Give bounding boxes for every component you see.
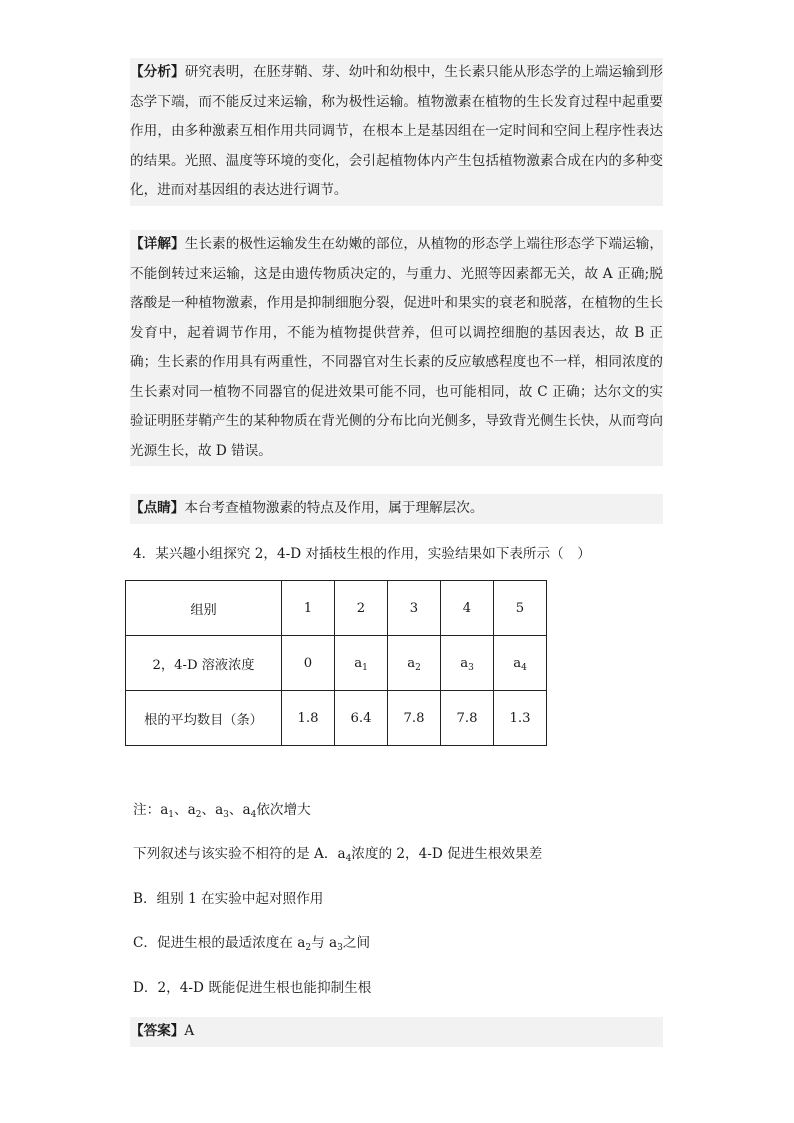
subscript: 2 xyxy=(195,810,202,820)
table-cell: 2，4-D 溶液浓度 xyxy=(126,636,282,691)
separator: 、 xyxy=(201,802,216,818)
option-c-text: 与 xyxy=(311,935,330,951)
answer-tag: 【答案】 xyxy=(130,1023,185,1039)
option-d: D．2，4-D 既能促进生根也能抑制生根 xyxy=(133,980,372,996)
subscript: 3 xyxy=(223,810,229,820)
table-note xyxy=(133,799,311,821)
subscript: 3 xyxy=(468,662,474,673)
analysis-paragraph xyxy=(130,58,663,206)
concentration-symbol: a xyxy=(407,655,416,671)
separator: 、 xyxy=(174,802,188,818)
concentration-symbol: a xyxy=(513,655,522,671)
option-a-text: 浓度的 2，4-D 促进生根效果差 xyxy=(351,846,543,862)
note-symbol: a xyxy=(160,802,169,818)
analysis-tag: 【分析】 xyxy=(130,64,185,80)
comment-text: 本台考查植物激素的特点及作用，属于理解层次。 xyxy=(184,500,484,516)
table-cell xyxy=(494,636,547,691)
table-cell: 1 xyxy=(282,581,335,636)
concentration-symbol: a xyxy=(460,655,469,671)
table-cell: 7.8 xyxy=(441,691,494,746)
table-row xyxy=(126,581,547,636)
subscript: 1 xyxy=(168,810,175,820)
table-cell: 2 xyxy=(335,581,388,636)
note-symbol: a xyxy=(187,802,196,818)
table-row xyxy=(126,636,547,691)
table-cell: 1.8 xyxy=(282,691,335,746)
table-cell: 1.3 xyxy=(494,691,547,746)
subscript: 1 xyxy=(362,662,368,673)
note-prefix: 注： xyxy=(133,802,161,818)
option-c-symbol: a xyxy=(329,935,338,951)
table-cell: 3 xyxy=(388,581,441,636)
question-lead: 下列叙述与该实验不相符的是 A． xyxy=(133,846,338,862)
table-cell: 0 xyxy=(282,636,335,691)
subscript: 4 xyxy=(345,854,352,864)
option-c-symbol: a xyxy=(297,935,306,951)
subscript: 2 xyxy=(305,943,312,953)
note-symbol: a xyxy=(242,802,251,818)
option-c xyxy=(133,932,370,954)
table-cell: 4 xyxy=(441,581,494,636)
table-cell: 5 xyxy=(494,581,547,636)
option-c-text: 之间 xyxy=(342,935,371,951)
comment-paragraph xyxy=(130,494,663,524)
option-b: B．组别 1 在实验中起对照作用 xyxy=(133,891,324,907)
table-row xyxy=(126,691,547,746)
analysis-text: 研究表明，在胚芽鞘、芽、幼叶和幼根中，生长素只能从形态学的上端运输到形态学下端，而不能反过来运输，称为极性运输。植物激素在植物的生长发育过程中起重要作用，由多种激素互相作用共同调节，在根本上是基因组在一定时间和空间上程序性表达的结果。光照、温度等环境的变化，会引起植物体内产生包括植物激素合成在内的多种变化，进而对基因组的表达进行调节。 xyxy=(130,64,664,198)
concentration-symbol: a xyxy=(354,655,363,671)
subscript: 3 xyxy=(337,943,343,953)
table-cell: 根的平均数目（条） xyxy=(126,691,282,746)
table-cell: 组别 xyxy=(126,581,282,636)
table-cell xyxy=(388,636,441,691)
results-table xyxy=(125,580,547,746)
note-suffix: 依次增大 xyxy=(256,802,311,818)
subscript: 4 xyxy=(521,662,527,673)
question-stem: 4．某兴趣小组探究 2，4-D 对插枝生根的作用，实验结果如下表所示（ ） xyxy=(133,546,591,562)
subscript: 2 xyxy=(415,662,421,673)
detail-tag: 【详解】 xyxy=(130,236,185,252)
detail-text: 生长素的极性运输发生在幼嫩的部位，从植物的形态学上端往形态学下端运输，不能倒转过来运输，这是由遗传物质决定的，与重力、光照等因素都无关，故 A 正确;脱落酸是一种植物激素，作用是抑制细胞分裂，促进叶和果实的衰老和脱落，在植物的生长发育中，起着调节作用，不能为植物提供营养，但可以调控细胞的基因表达，故 B 正确；生长素的作用具有两重性，不同器官对生长素的反应敏感程度也不一样，相同浓度的生长素对同一植物不同器官的促进效果可能不同，也可能相同，故 C 正确；达尔文的实验证明胚芽鞘产生的某种物质在背光侧的分布比向光侧多，导致背光侧生长快，从而弯向光源生长，故 D 错误。 xyxy=(130,236,664,459)
answer-paragraph xyxy=(130,1017,663,1047)
table-cell xyxy=(335,636,388,691)
note-symbol: a xyxy=(215,802,224,818)
detail-paragraph xyxy=(130,230,663,466)
option-c-text: C．促进生根的最适浓度在 xyxy=(133,935,298,951)
answer-value: A xyxy=(184,1023,195,1039)
separator: 、 xyxy=(228,802,243,818)
option-a-symbol: a xyxy=(337,846,346,862)
table-cell: 6.4 xyxy=(335,691,388,746)
subscript: 4 xyxy=(250,810,257,820)
comment-tag: 【点睛】 xyxy=(130,500,185,516)
table-cell: 7.8 xyxy=(388,691,441,746)
option-a xyxy=(133,843,542,865)
table-cell xyxy=(441,636,494,691)
